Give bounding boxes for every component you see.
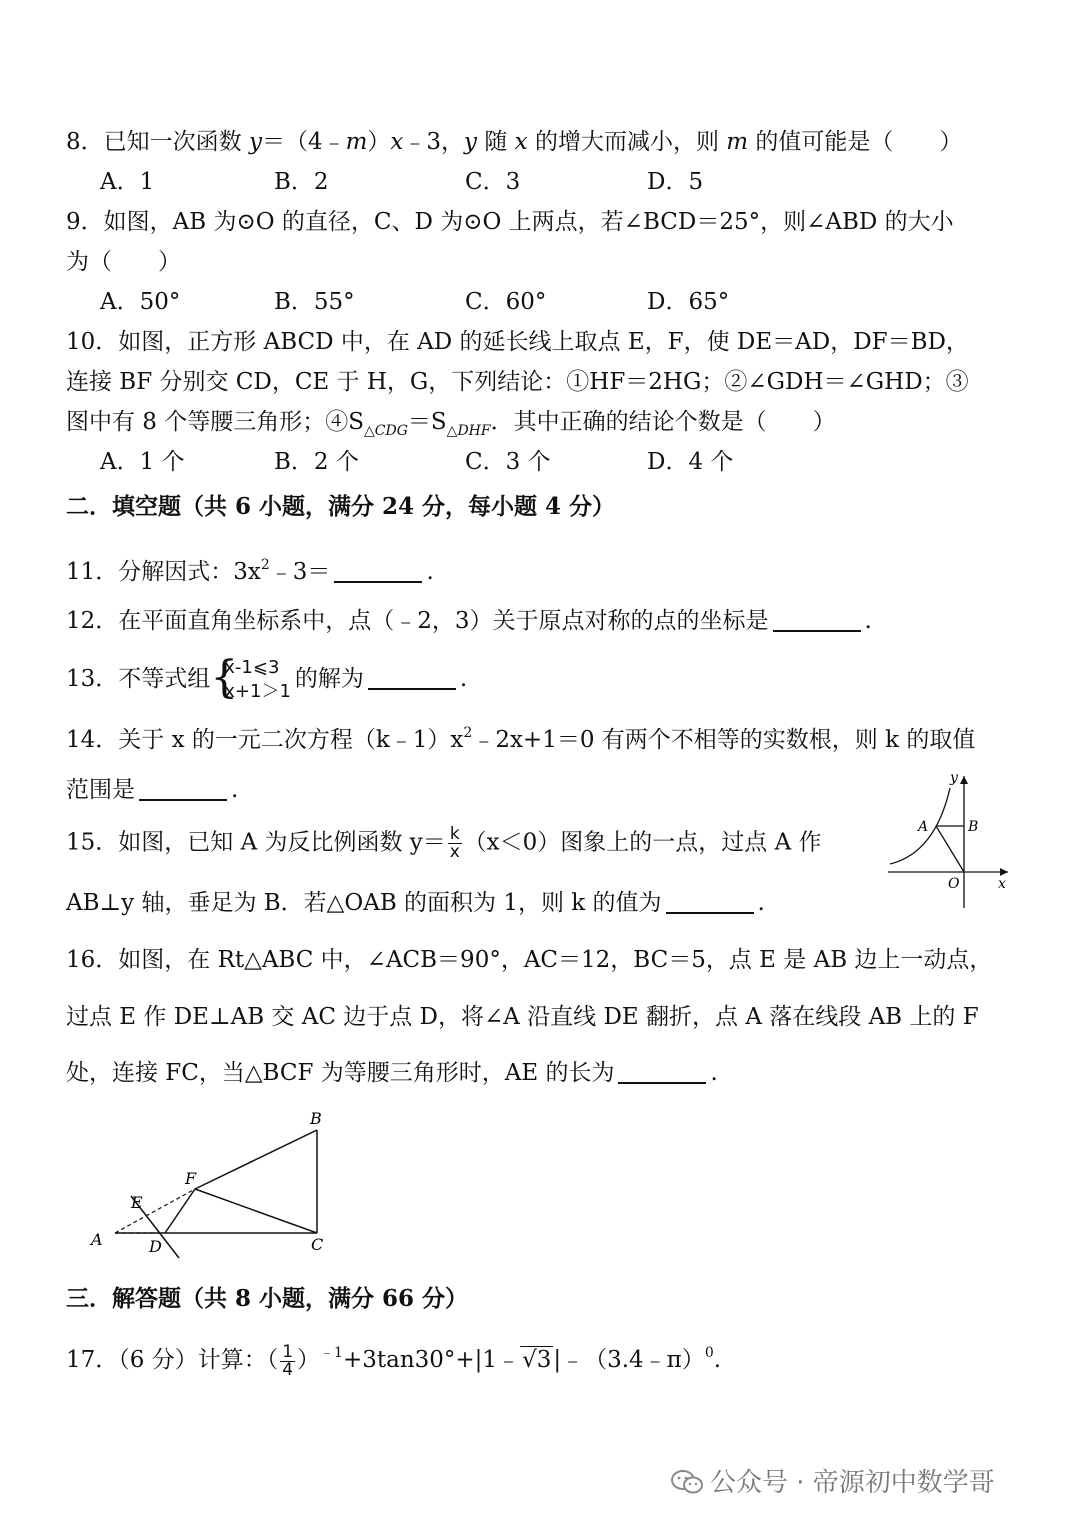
- section-3-heading: 三．解答题（共 8 小题，满分 66 分）: [66, 1285, 469, 1312]
- answer-blank[interactable]: [666, 890, 754, 914]
- segment-fc: [195, 1189, 317, 1233]
- label-a: A: [918, 819, 929, 835]
- q9-stem-line2: 为（ ）: [66, 249, 181, 275]
- q15-line2: AB⊥y 轴，垂足为 B．若△OAB 的面积为 1，则 k 的值为 .: [66, 890, 765, 916]
- answer-blank[interactable]: [773, 608, 861, 632]
- q10-stem-line3: 图中有 8 个等腰三角形；$④S_{\triangle CDG}=S_{\triangle DHF}$．其中正确的结论个数是（ ）: [66, 409, 836, 439]
- q17: 17．（6 分）计算：（ $\frac{1}{4}$ ）$^{﹣1}$+3tan30°+|1﹣√3|﹣（3.4﹣π）$^0$.: [66, 1341, 722, 1380]
- q10-option-b: B．2 个: [274, 449, 359, 475]
- q10-stem-line1: 10．如图，正方形 ABCD 中，在 AD 的延长线上取点 E，F，使 DE＝AD，DF＝BD，: [66, 329, 969, 355]
- q15-line1: 15．如图，已知 A 为反比例函数 y＝ $\frac{k}{x}$ （x＜0）图象上的一点，过点 A 作: [66, 824, 822, 862]
- answer-blank[interactable]: [618, 1060, 706, 1084]
- label-f: F: [185, 1169, 197, 1188]
- q11: 11．分解因式：$3x^2﹣3=$ .: [66, 557, 434, 585]
- q10-option-c: C．3 个: [465, 449, 551, 475]
- sqrt-3: √3: [522, 1347, 552, 1373]
- segment-fb: [195, 1130, 317, 1189]
- label-c: C: [311, 1235, 324, 1254]
- q9-option-c: C．60°: [465, 289, 547, 315]
- label-x: x: [998, 876, 1006, 892]
- answer-blank[interactable]: [139, 777, 227, 801]
- q16-figure: [85, 1100, 345, 1260]
- y-axis-arrow: [960, 776, 968, 784]
- q14-line2: 范围是 .: [66, 777, 239, 803]
- label-b: B: [310, 1109, 322, 1128]
- segment-ao: [936, 826, 964, 872]
- q16-line2: 过点 E 作 DE⊥AB 交 AC 边于点 D，将∠A 沿直线 DE 翻折，点 A 落在线段 AB 上的 F: [66, 1004, 979, 1030]
- q9-option-d: D．65°: [647, 289, 730, 315]
- q9-option-a: A．50°: [100, 289, 181, 315]
- q16-line3: 处，连接 FC，当△BCF 为等腰三角形时，AE 的长为 .: [66, 1060, 718, 1086]
- q8-option-b: B．2: [274, 169, 329, 195]
- label-d: D: [149, 1237, 162, 1256]
- fraction-k-over-x: $\frac{k}{x}$: [449, 824, 460, 862]
- segment-fd: [165, 1189, 195, 1233]
- q9-option-b: B．55°: [274, 289, 355, 315]
- wechat-icon: [670, 1468, 704, 1496]
- q10-option-d: D．4 个: [647, 449, 734, 475]
- q13: 13．不等式组 { x-1⩽3 x+1＞1 的解为 .: [66, 652, 468, 703]
- q8-stem: 8．已知一次函数 y＝（4﹣m）x﹣3，y 随 x 的增大而减小，则 m 的值可能是（ ）: [66, 129, 963, 155]
- q8-option-c: C．3: [465, 169, 521, 195]
- q12: 12．在平面直角坐标系中，点（﹣2，3）关于原点对称的点的坐标是 .: [66, 608, 872, 634]
- q15-figure: [880, 768, 1020, 913]
- q8-option-a: A．1: [100, 169, 155, 195]
- label-b: B: [968, 819, 979, 835]
- q8-option-d: D．5: [647, 169, 704, 195]
- answer-blank[interactable]: [334, 559, 422, 583]
- watermark: 公众号 · 帝源初中数学哥: [670, 1462, 995, 1499]
- answer-blank[interactable]: [368, 666, 456, 690]
- fraction-one-quarter: $\frac{1}{4}$: [282, 1341, 294, 1380]
- label-a: A: [91, 1230, 103, 1249]
- label-y: y: [950, 770, 958, 786]
- q16-line1: 16．如图，在 Rt△ABC 中，∠ACB＝90°，AC＝12，BC＝5，点 E 是 AB 边上一动点，: [66, 947, 993, 973]
- inequality-system: { x-1⩽3 x+1＞1: [210, 652, 291, 703]
- section-2-heading: 二．填空题（共 6 小题，满分 24 分，每小题 4 分）: [66, 493, 616, 520]
- q10-option-a: A．1 个: [100, 449, 185, 475]
- q14-line1: 14．关于 x 的一元二次方程$(k﹣1)x^2﹣2x+1=0$ 有两个不相等的实数根，则 k 的取值: [66, 725, 976, 753]
- x-axis-arrow: [1000, 868, 1008, 876]
- q9-stem-line1: 9．如图，AB 为⊙O 的直径，C、D 为⊙O 上两点，若∠BCD＝25°，则∠ABD 的大小: [66, 209, 954, 235]
- label-e: E: [131, 1193, 143, 1212]
- q10-stem-line2: 连接 BF 分别交 CD，CE 于 H，G，下列结论：①HF＝2HG；②∠GDH＝∠GHD；③: [66, 369, 969, 395]
- label-o: O: [948, 876, 960, 892]
